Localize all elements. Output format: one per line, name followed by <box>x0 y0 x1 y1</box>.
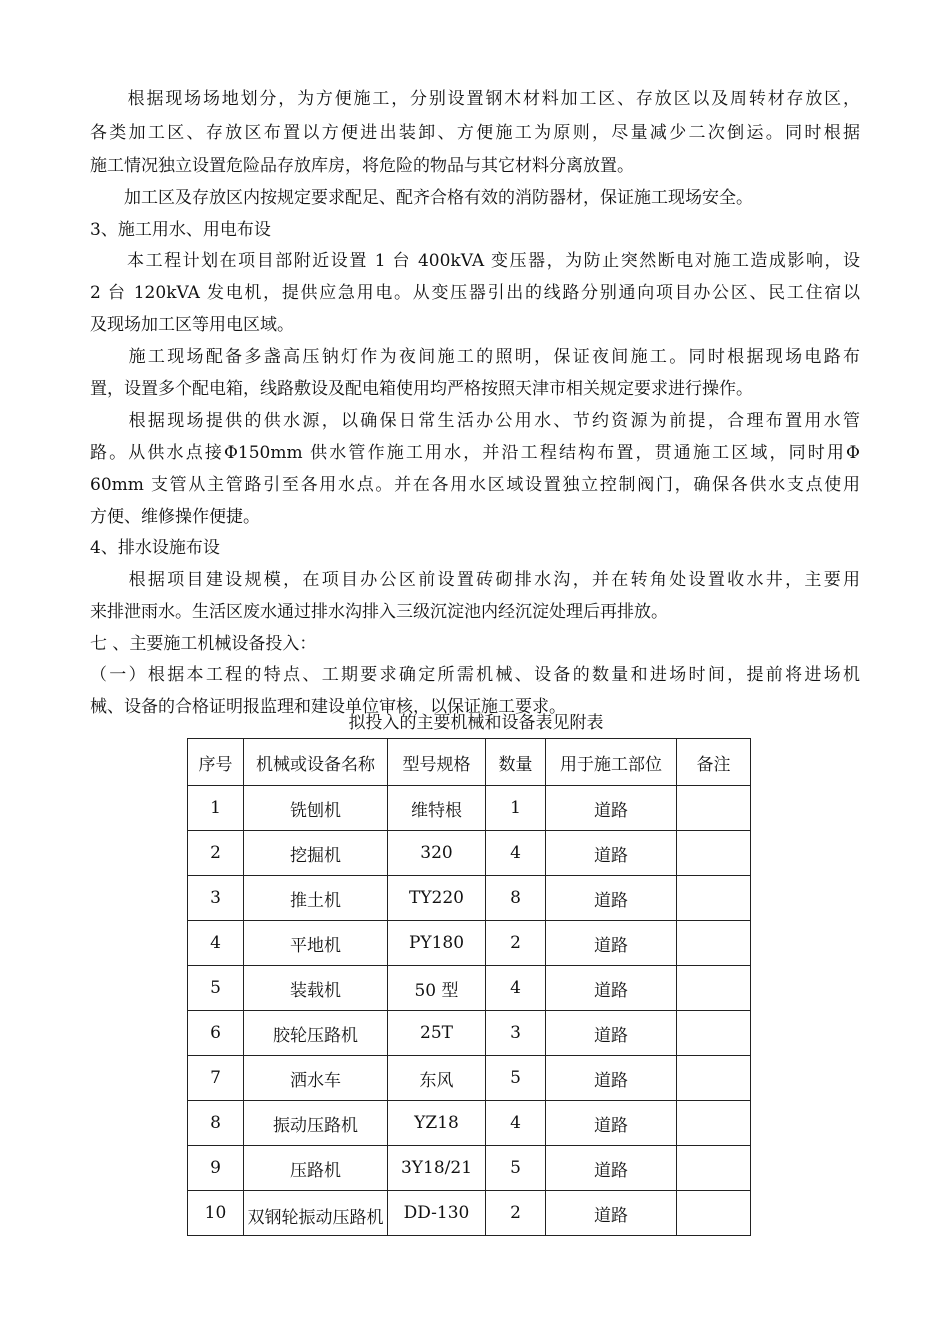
cell-name <box>244 1191 388 1236</box>
cell-usage: 道路 <box>546 831 677 876</box>
cell-qty: 5 <box>486 1146 546 1191</box>
cell-name: 挖掘机 <box>244 831 388 876</box>
paragraph-line: 根据现场提供的供水源，以确保日常生活办公用水、节约资源为前提，合理布置用水管 <box>90 411 860 431</box>
paragraph-line: 本工程计划在项目部附近设置 1 台 400kVA 变压器，为防止突然断电对施工造成影响，设 <box>90 251 860 271</box>
cell-no: 6 <box>188 1011 244 1056</box>
table-row <box>188 1146 751 1191</box>
table-caption: 拟投入的主要机械和设备表见附表 <box>348 713 604 733</box>
section-heading-4: 4、排水设施布设 <box>90 538 220 558</box>
cell-qty: 2 <box>486 921 546 966</box>
header-model: 型号规格 <box>388 739 486 786</box>
cell-usage: 道路 <box>546 1056 677 1101</box>
table-row <box>188 786 751 831</box>
table-row <box>188 921 751 966</box>
cell-usage: 道路 <box>546 921 677 966</box>
cell-no: 2 <box>188 831 244 876</box>
cell-remark <box>677 921 751 966</box>
paragraph-line: 方便、维修操作便捷。 <box>90 507 260 527</box>
cell-remark <box>677 1191 751 1236</box>
cell-no: 3 <box>188 876 244 921</box>
cell-no: 10 <box>188 1191 244 1236</box>
section-heading-3: 3、施工用水、用电布设 <box>90 220 271 240</box>
paragraph-line: （一）根据本工程的特点、工期要求确定所需机械、设备的数量和进场时间，提前将进场机 <box>90 665 860 685</box>
header-no: 序号 <box>188 739 244 786</box>
cell-name: 胶轮压路机 <box>244 1011 388 1056</box>
cell-remark <box>677 1146 751 1191</box>
cell-model: YZ18 <box>388 1101 486 1146</box>
cell-usage: 道路 <box>546 876 677 921</box>
cell-name: 洒水车 <box>244 1056 388 1101</box>
header-name: 机械或设备名称 <box>244 739 388 786</box>
table-row <box>188 831 751 876</box>
cell-model: DD-130 <box>388 1191 486 1236</box>
cell-qty: 3 <box>486 1011 546 1056</box>
paragraph-line: 加工区及存放区内按规定要求配足、配齐合格有效的消防器材，保证施工现场安全。 <box>90 188 753 208</box>
cell-name: 平地机 <box>244 921 388 966</box>
cell-usage: 道路 <box>546 1011 677 1056</box>
equipment-table <box>187 738 751 1236</box>
cell-usage: 道路 <box>546 966 677 1011</box>
cell-no: 7 <box>188 1056 244 1101</box>
cell-no: 8 <box>188 1101 244 1146</box>
cell-qty: 8 <box>486 876 546 921</box>
cell-remark <box>677 1011 751 1056</box>
cell-usage: 道路 <box>546 786 677 831</box>
cell-remark <box>677 876 751 921</box>
cell-model: 25T <box>388 1011 486 1056</box>
paragraph-line: 及现场加工区等用电区域。 <box>90 315 294 335</box>
paragraph-line: 路。从供水点接Φ150mm 供水管作施工用水，并沿工程结构布置，贯通施工区域，同时用Φ <box>90 443 860 463</box>
cell-model: TY220 <box>388 876 486 921</box>
table-row <box>188 1056 751 1101</box>
cell-remark <box>677 966 751 1011</box>
paragraph-line: 根据项目建设规模，在项目办公区前设置砖砌排水沟，并在转角处设置收水井，主要用 <box>90 570 860 590</box>
cell-model: PY180 <box>388 921 486 966</box>
cell-qty: 4 <box>486 1101 546 1146</box>
header-remark: 备注 <box>677 739 751 786</box>
paragraph-line: 置，设置多个配电箱，线路敷设及配电箱使用均严格按照天津市相关规定要求进行操作。 <box>90 379 753 399</box>
cell-remark <box>677 1056 751 1101</box>
paragraph-line: 施工情况独立设置危险品存放库房，将危险的物品与其它材料分离放置。 <box>90 156 634 176</box>
section-heading-7: 七 、主要施工机械设备投入： <box>90 634 317 654</box>
cell-no: 1 <box>188 786 244 831</box>
cell-model: 维特根 <box>388 786 486 831</box>
cell-name-text: 双钢轮振动压路机 <box>247 1208 384 1228</box>
paragraph-line: 2 台 120kVA 发电机，提供应急用电。从变压器引出的线路分别通向项目办公区、民工住宿以 <box>90 283 860 303</box>
cell-no: 4 <box>188 921 244 966</box>
paragraph-line: 根据现场场地划分，为方便施工，分别设置钢木材料加工区、存放区以及周转材存放区， <box>90 89 860 109</box>
cell-qty: 2 <box>486 1191 546 1236</box>
cell-model: 东风 <box>388 1056 486 1101</box>
cell-name: 振动压路机 <box>244 1101 388 1146</box>
table-row <box>188 1011 751 1056</box>
table-row <box>188 1101 751 1146</box>
cell-qty: 1 <box>486 786 546 831</box>
table-header-row <box>188 739 751 786</box>
cell-qty: 4 <box>486 831 546 876</box>
paragraph-line: 各类加工区、存放区布置以方便进出装卸、方便施工为原则，尽量减少二次倒运。同时根据 <box>90 123 860 143</box>
cell-qty: 4 <box>486 966 546 1011</box>
cell-no: 9 <box>188 1146 244 1191</box>
table-row <box>188 1191 751 1236</box>
header-usage: 用于施工部位 <box>546 739 677 786</box>
cell-name: 推土机 <box>244 876 388 921</box>
paragraph-line: 60mm 支管从主管路引至各用水点。并在各用水区域设置独立控制阀门，确保各供水支点使用 <box>90 475 860 495</box>
cell-remark <box>677 786 751 831</box>
cell-model: 320 <box>388 831 486 876</box>
header-qty: 数量 <box>486 739 546 786</box>
table-row <box>188 876 751 921</box>
cell-usage: 道路 <box>546 1146 677 1191</box>
cell-name: 铣刨机 <box>244 786 388 831</box>
cell-no: 5 <box>188 966 244 1011</box>
paragraph-line: 施工现场配备多盏高压钠灯作为夜间施工的照明，保证夜间施工。同时根据现场电路布 <box>90 347 860 367</box>
table-row <box>188 966 751 1011</box>
cell-remark <box>677 1101 751 1146</box>
cell-qty: 5 <box>486 1056 546 1101</box>
paragraph-line: 来排泄雨水。生活区废水通过排水沟排入三级沉淀池内经沉淀处理后再排放。 <box>90 602 668 622</box>
cell-model: 50 型 <box>388 966 486 1011</box>
cell-remark <box>677 831 751 876</box>
cell-usage: 道路 <box>546 1101 677 1146</box>
cell-usage: 道路 <box>546 1191 677 1236</box>
cell-name: 压路机 <box>244 1146 388 1191</box>
paragraph-line: 械、设备的合格证明报监理和建设单位审核，以保证施工要求。 <box>90 697 566 717</box>
cell-model: 3Y18/21 <box>388 1146 486 1191</box>
cell-name: 装载机 <box>244 966 388 1011</box>
